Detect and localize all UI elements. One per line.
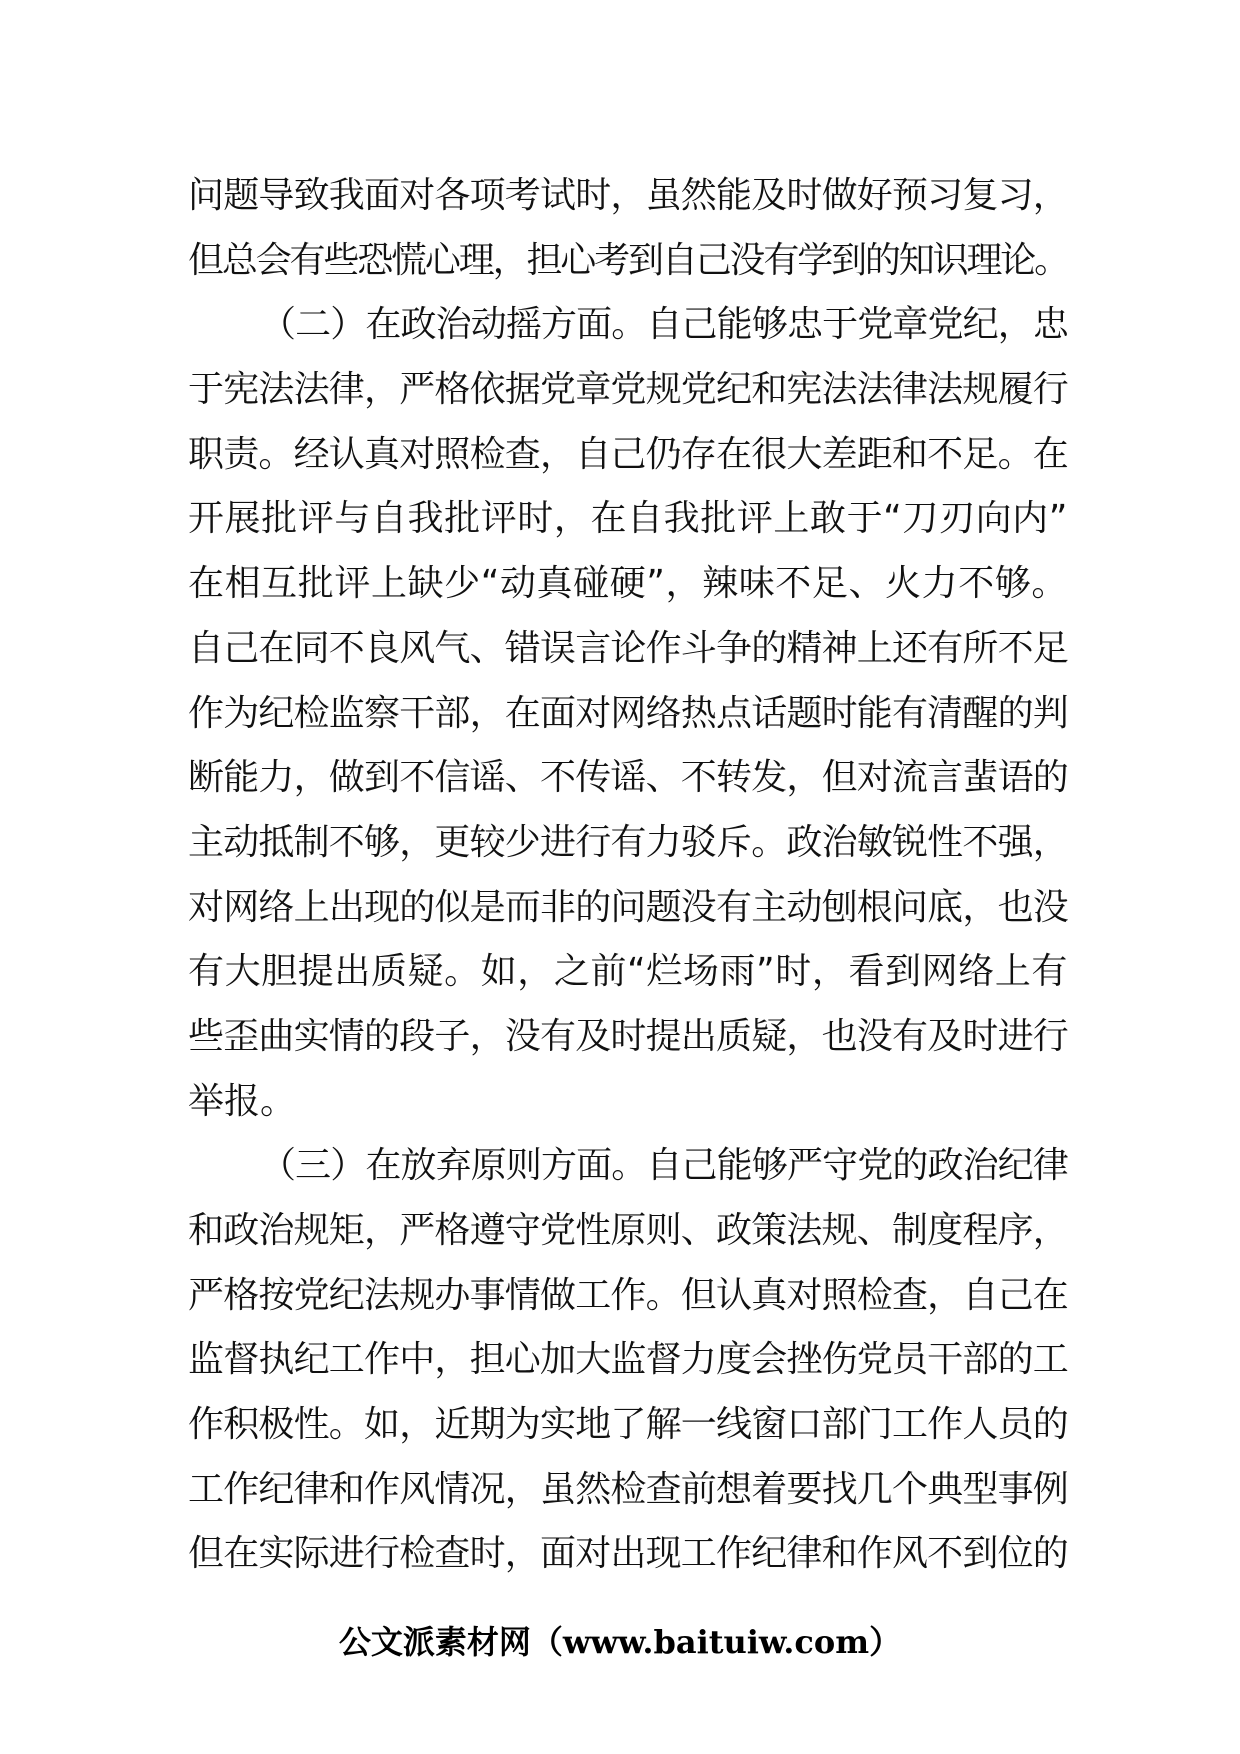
- text-line: 主动抵制不够，更较少进行有力驳斥。政治敏锐性不强，: [188, 821, 1068, 863]
- text-line: 断能力，做到不信谣、不传谣、不转发，但对流言蜚语的: [188, 757, 1068, 799]
- text-line: 但在实际进行检查时，面对出现工作纪律和作风不到位的: [188, 1533, 1068, 1575]
- text-line: 工作纪律和作风情况，虽然检查前想着要找几个典型事例: [188, 1468, 1068, 1510]
- text-line: 对网络上出现的似是而非的问题没有主动刨根问底，也没: [188, 886, 1068, 928]
- text-line: 问题导致我面对各项考试时，虽然能及时做好预习复习，: [188, 175, 1068, 216]
- text-line: 在相互批评上缺少“动真碰硬”，辣味不足、火力不够。: [188, 563, 1068, 605]
- text-line: 和政治规矩，严格遵守党性原则、政策法规、制度程序，: [188, 1210, 1068, 1251]
- text-line: 监督执纪工作中，担心加大监督力度会挫伤党员干部的工: [188, 1339, 1068, 1381]
- text-line: 举报。: [188, 1080, 297, 1122]
- text-line: 职责。经认真对照检查，自己仍存在很大差距和不足。在: [188, 433, 1068, 475]
- text-line: 但总会有些恐慌心理，担心考到自己没有学到的知识理论。: [188, 239, 1068, 281]
- text-line: 严格按党纪法规办事情做工作。但认真对照检查，自己在: [188, 1274, 1068, 1316]
- text-line: 些歪曲实情的段子，没有及时提出质疑，也没有及时进行: [188, 1015, 1068, 1057]
- text-line: 开展批评与自我批评时，在自我批评上敢于“刀刃向内”: [188, 498, 1068, 540]
- text-line: 于宪法法律，严格依据党章党规党纪和宪法法律法规履行: [188, 369, 1068, 411]
- footer-watermark: 公文派素材网（www.baituiw.com）: [338, 1623, 902, 1661]
- paragraph-first-line: （二）在政治动摇方面。自己能够忠于党章党纪，忠: [260, 304, 1068, 346]
- text-line: 作为纪检监察干部，在面对网络热点话题时能有清醒的判: [188, 692, 1068, 734]
- text-line: 作积极性。如，近期为实地了解一线窗口部门工作人员的: [188, 1404, 1068, 1446]
- document-body: [188, 164, 1068, 1587]
- text-line: 有大胆提出质疑。如，之前“烂场雨”时，看到网络上有: [188, 951, 1068, 993]
- paragraph-first-line: （三）在放弃原则方面。自己能够严守党的政治纪律: [260, 1145, 1068, 1187]
- text-line: 自己在同不良风气、错误言论作斗争的精神上还有所不足: [188, 627, 1068, 669]
